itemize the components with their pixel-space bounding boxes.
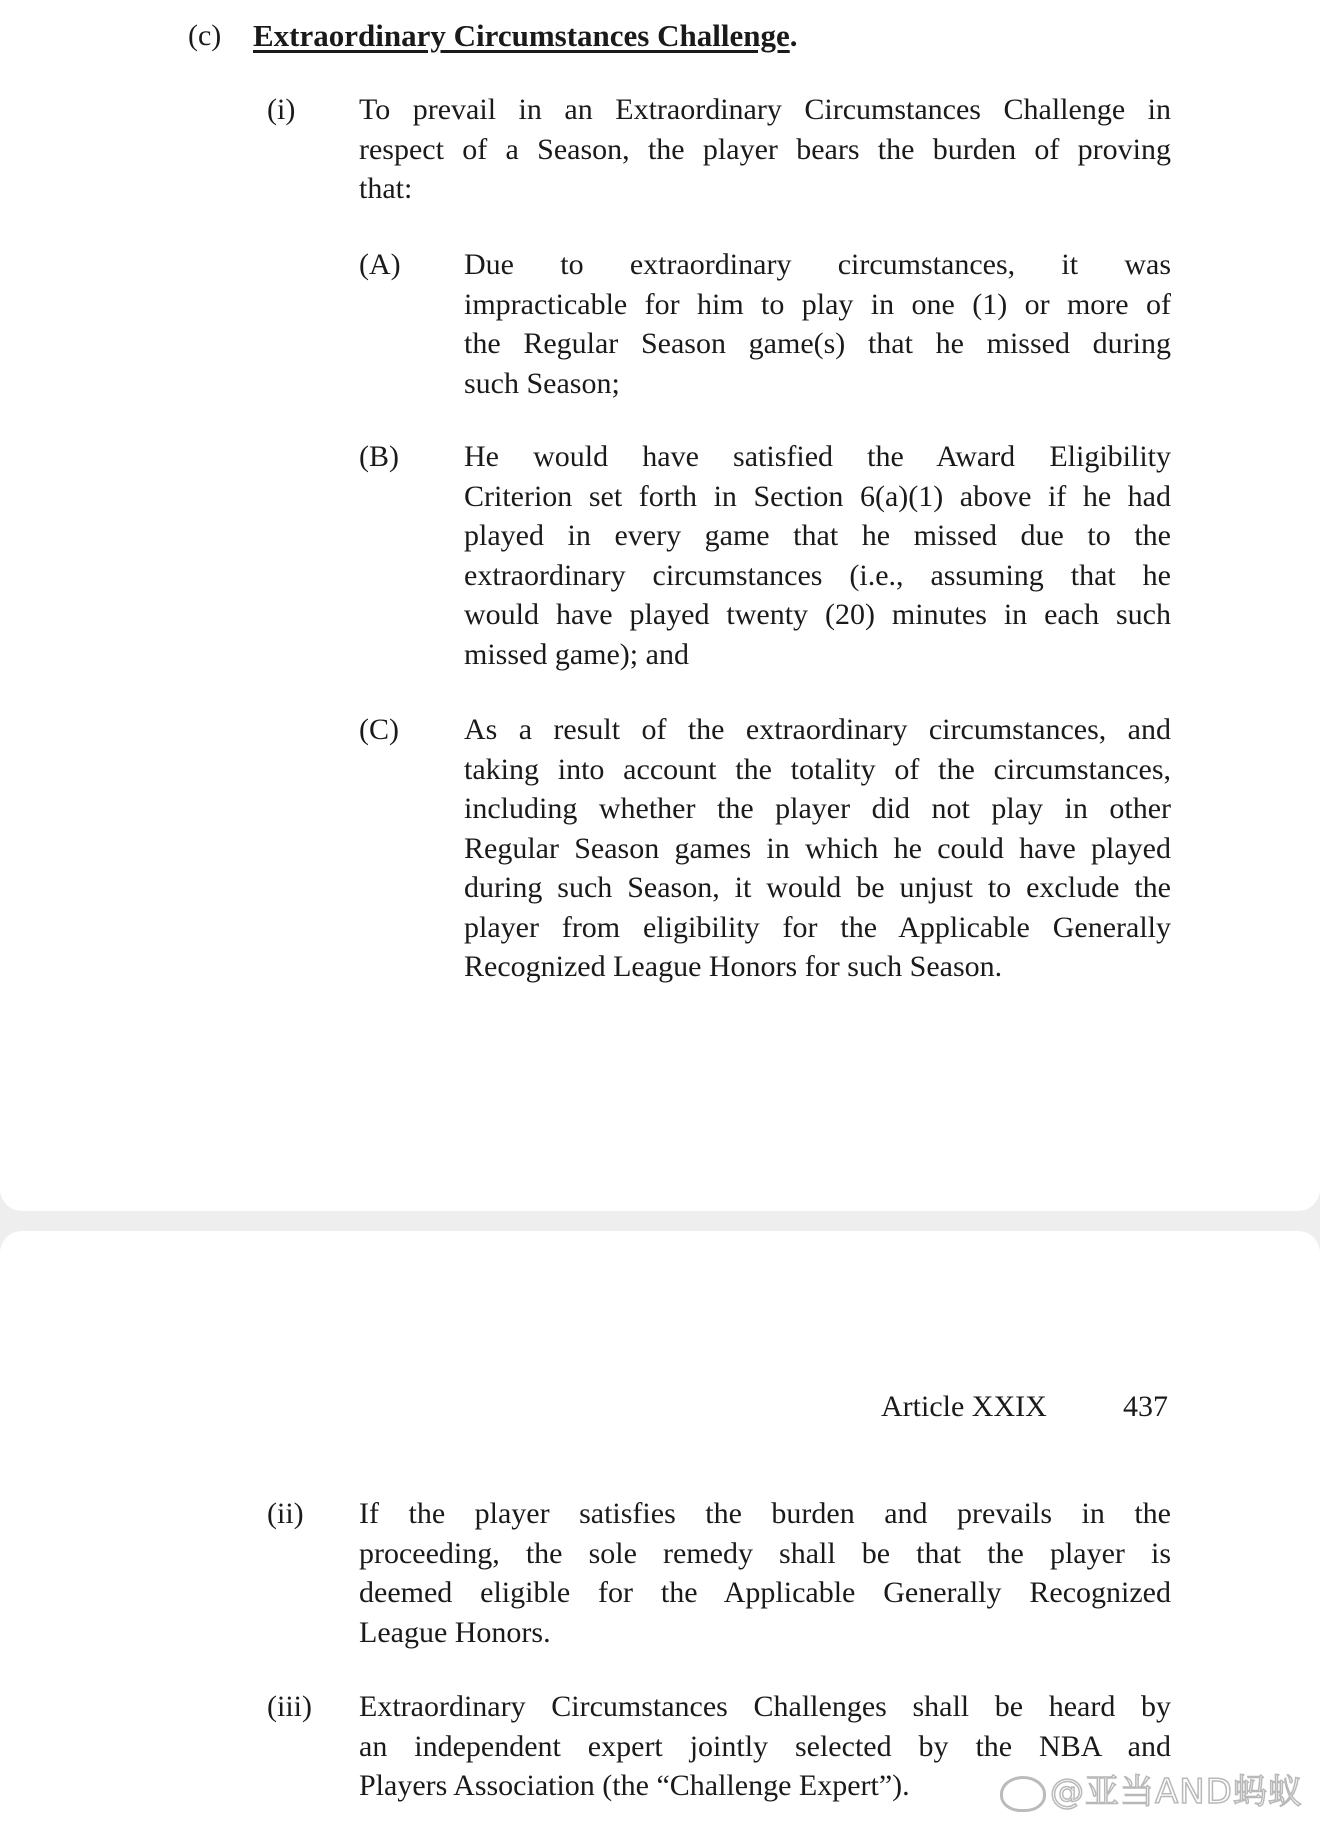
text-line: He would have satisfied the Award Eligibility <box>464 440 1171 473</box>
article-header: Article XXIX <box>881 1390 1047 1423</box>
text-line: Regular Season games in which he could have played <box>464 831 1171 865</box>
page-number: 437 <box>1123 1390 1168 1423</box>
item-c-text <box>464 710 1171 987</box>
item-ii-text <box>359 1494 1171 1652</box>
section-label: (c) <box>188 19 222 52</box>
weibo-logo-icon <box>1000 1776 1046 1812</box>
weibo-watermark <box>1000 1764 1303 1813</box>
item-label: (C) <box>359 713 399 746</box>
item-b-text <box>464 437 1171 674</box>
watermark-text: @亚当AND蚂蚁 <box>1050 1772 1303 1812</box>
text-line: As a result of the extraordinary circumstances, and <box>464 713 1171 746</box>
text-line: To prevail in an Extraordinary Circumstances Challenge in <box>359 93 1171 126</box>
text-line: played in every game that he missed due to the <box>464 519 1171 552</box>
text-line: proceeding, the sole remedy shall be that the player is <box>359 1536 1171 1570</box>
section-heading <box>253 16 797 56</box>
item-i-text <box>359 90 1171 209</box>
item-label: (B) <box>359 440 399 473</box>
text-line: would have played twenty (20) minutes in each such <box>464 598 1171 631</box>
section-title-period: . <box>789 18 798 53</box>
item-label: (iii) <box>267 1690 312 1723</box>
text-line: League Honors. <box>359 1615 551 1649</box>
text-line: the Regular Season game(s) that he missed during <box>464 327 1171 360</box>
text-line: extraordinary circumstances (i.e., assuming that he <box>464 558 1171 592</box>
text-line: taking into account the totality of the circumstances, <box>464 752 1171 786</box>
text-line: such Season; <box>464 366 620 400</box>
text-line: missed game); and <box>464 637 689 671</box>
item-label: (A) <box>359 248 401 281</box>
text-line: Criterion set forth in Section 6(a)(1) above if he had <box>464 479 1171 513</box>
item-label: (ii) <box>267 1497 304 1530</box>
text-line: impracticable for him to play in one (1) or more of <box>464 287 1171 321</box>
item-a-text <box>464 245 1171 403</box>
text-line: Players Association (the “Challenge Expert”). <box>359 1769 910 1802</box>
section-title: Extraordinary Circumstances Challenge <box>253 18 790 53</box>
text-line: including whether the player did not play in other <box>464 792 1171 825</box>
item-label: (i) <box>267 93 296 126</box>
text-line: player from eligibility for the Applicable Generally <box>464 910 1171 944</box>
text-line: respect of a Season, the player bears the burden of proving <box>359 132 1171 166</box>
text-line: If the player satisfies the burden and prevails in the <box>359 1497 1171 1530</box>
text-line: that: <box>359 172 413 205</box>
text-line: deemed eligible for the Applicable Generally Recognized <box>359 1576 1171 1609</box>
text-line: Extraordinary Circumstances Challenges shall be heard by <box>359 1690 1171 1723</box>
text-line: an independent expert jointly selected by the NBA and <box>359 1729 1171 1763</box>
text-line: Due to extraordinary circumstances, it was <box>464 248 1171 281</box>
text-line: Recognized League Honors for such Season. <box>464 950 1003 983</box>
text-line: during such Season, it would be unjust to exclude the <box>464 871 1171 904</box>
